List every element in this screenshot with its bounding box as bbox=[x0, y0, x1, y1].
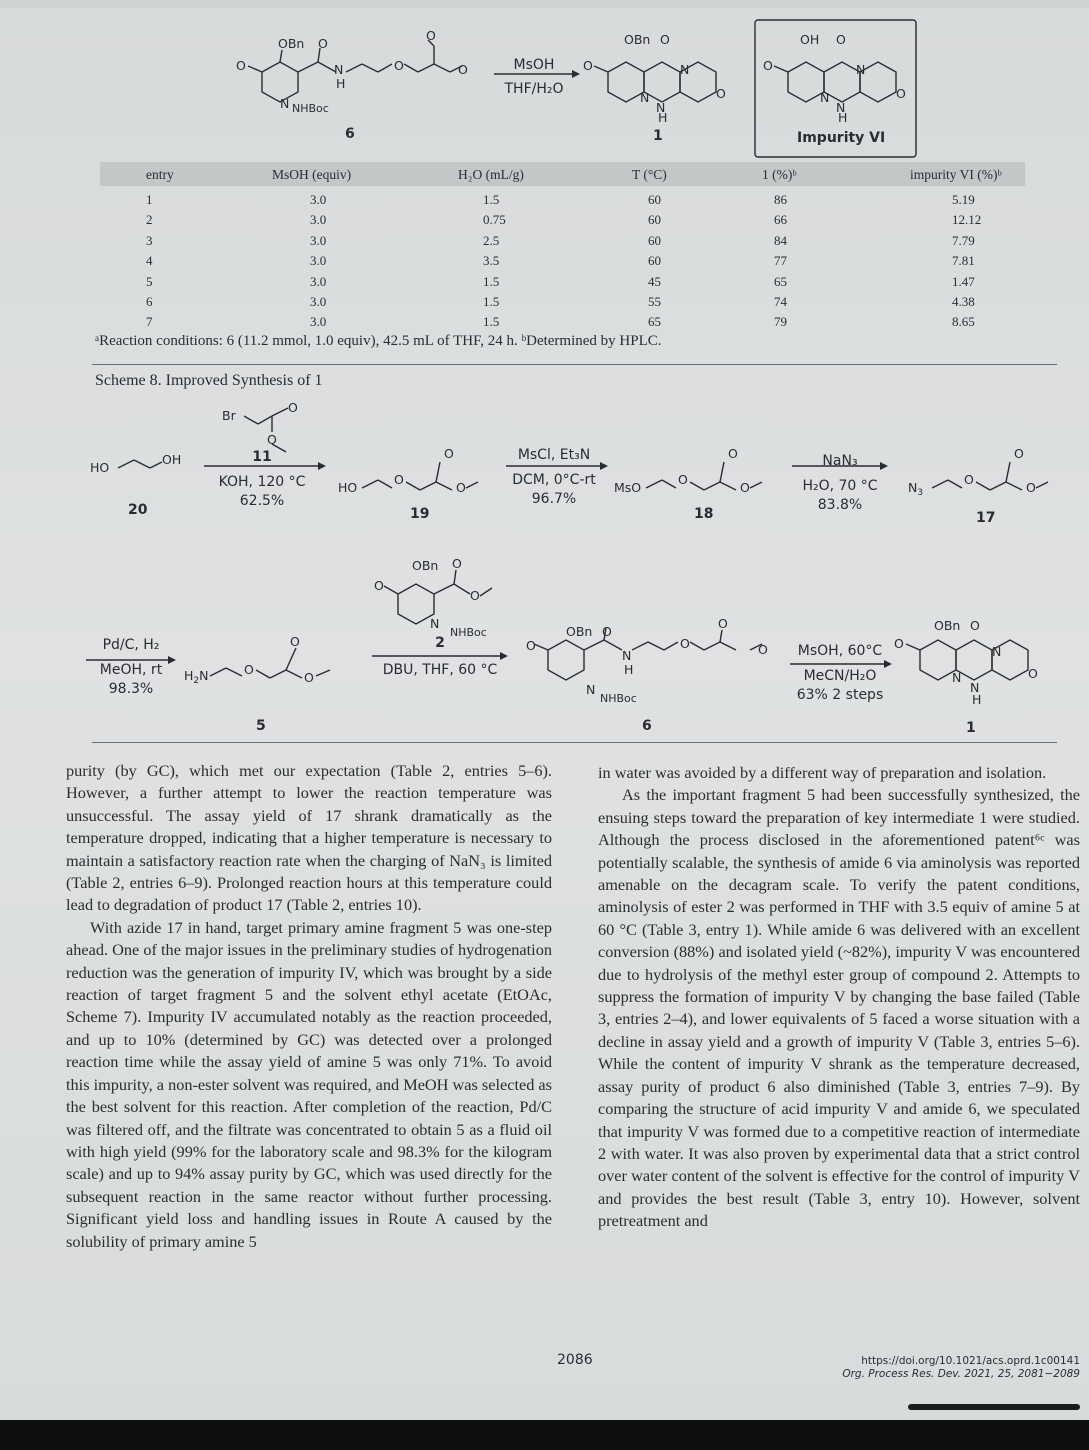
step4-cond-a: Pd/C, H₂ bbox=[102, 637, 160, 653]
table-cell: 3.0 bbox=[310, 192, 327, 207]
svg-text:O: O bbox=[288, 400, 298, 415]
label-compound-19: 19 bbox=[410, 506, 430, 522]
table-cell: 65 bbox=[648, 314, 661, 330]
svg-text:O: O bbox=[236, 58, 246, 73]
svg-text:O: O bbox=[444, 446, 454, 461]
table-cell: 6 bbox=[146, 294, 153, 309]
svg-text:H: H bbox=[838, 110, 848, 125]
label-compound-1-top: 1 bbox=[653, 128, 663, 144]
svg-text:O: O bbox=[728, 446, 738, 461]
table-cell: 1.5 bbox=[483, 192, 500, 207]
svg-text:O: O bbox=[394, 472, 404, 487]
step3-cond-b: H₂O, 70 °C bbox=[802, 478, 878, 494]
step1-cond: KOH, 120 °C bbox=[218, 474, 306, 490]
doi-link[interactable]: https://doi.org/10.1021/acs.oprd.1c00141 bbox=[861, 1355, 1080, 1367]
svg-text:O: O bbox=[896, 86, 906, 101]
svg-text:N: N bbox=[656, 100, 666, 115]
table-cell: 3.0 bbox=[310, 273, 327, 289]
step6-conditions bbox=[788, 642, 892, 705]
svg-text:H: H bbox=[658, 110, 668, 125]
svg-text:N: N bbox=[622, 648, 632, 663]
svg-text:O: O bbox=[304, 670, 314, 685]
svg-text:NHBoc: NHBoc bbox=[600, 692, 637, 705]
table-cell: 1.5 bbox=[483, 314, 500, 330]
step4-conditions bbox=[86, 636, 176, 699]
svg-text:OH: OH bbox=[800, 32, 820, 47]
label-compound-20: 20 bbox=[128, 502, 148, 518]
doi-footer bbox=[830, 1355, 1080, 1381]
label-compound-5: 5 bbox=[256, 718, 266, 734]
body-left-column bbox=[66, 760, 552, 1253]
table-cell: 7.81 bbox=[952, 253, 975, 269]
svg-text:N: N bbox=[836, 100, 846, 115]
svg-text:NHBoc: NHBoc bbox=[292, 102, 329, 115]
svg-text:O: O bbox=[426, 28, 436, 43]
table-cell: 86 bbox=[774, 192, 787, 207]
svg-text:O: O bbox=[458, 62, 468, 77]
table-cell: 60 bbox=[648, 212, 661, 228]
svg-text:O: O bbox=[318, 36, 328, 51]
svg-text:H: H bbox=[624, 662, 634, 677]
step5-conditions bbox=[372, 634, 508, 680]
table-cell: 4.38 bbox=[952, 294, 975, 309]
svg-text:O: O bbox=[1026, 480, 1036, 495]
right-paragraph-2: As the important fragment 5 had been successfully synthesized, the ensuing steps toward the preparation of key intermediate 1 were studied. Although the process disclosed in the aforementioned patent⁶ᶜ was potentially scalable, the synthesis of amide 6 via aminolysis was reported amenable on the decagram scale. To verify the patent conditions, aminolysis of ester 2 was performed in THF with 3.5 equiv of amine 5 at 60 °C (Table 3, entry 1). While amide 6 was delivered with an excellent conversion (88%) and isolated yield (~82%), impurity V was encountered due to hydrolysis of the methyl ester group of compound 2. Attempts to suppress the formation of impurity V by changing the base failed (Table 3, entries 2–4), and lower equivalents of 5 faced a worse situation with a decline in assay yield and a growth of impurity V (Table 3, entries 5–6). While the content of impurity V shrank as the temperature decreased, assay purity of product 6 also diminished (Table 3, entries 7–9). By comparing the structure of acid impurity V and amide 6, we speculated that impurity V was formed due to a competitive reaction of intermediate 2 with water. It was also proven by experimental data that a strict control over water content of the solvent is effective for the control of impurity V and provides the best result (Table 3, entry 10). However, solvent pretreatment and bbox=[598, 785, 1080, 1231]
svg-text:O: O bbox=[374, 578, 384, 593]
table-cell: 60 bbox=[648, 253, 661, 269]
svg-text:O: O bbox=[456, 480, 466, 495]
table-cell: 65 bbox=[774, 273, 787, 289]
step1-conditions bbox=[206, 448, 318, 511]
svg-text:O: O bbox=[970, 618, 980, 633]
left-paragraph-2: With azide 17 in hand, target primary amine fragment 5 was one-step ahead. One of the major issues in the preliminary studies of hydrogenation reduction was the generation of impurity IV, which was brought by a side reaction of target fragment 5 and the solvent ethyl acetate (EtOAc, Scheme 7). Impurity IV accumulated notably as the reaction proceeded, and up to 10% (determined by GC) was detected over a prolonged reaction time while the assay yield of amine 5 was only 71%. To avoid this impurity, a non-ester solvent was required, and MeOH was selected as the best solvent for this reaction. After completion of the reaction, Pd/C was filtered off, and the filtrate was concentrated to obtain 5 as a fluid oil with high yield (99% for the laboratory scale and 98.3% for the kilogram scale) and up to 94% assay purity by GC, which was used directly for the subsequent reaction in the same reactor without further processing. Significant yield loss and handling issues in Route A caused by the solubility of primary amine 5 bbox=[66, 917, 552, 1251]
svg-text:N: N bbox=[640, 90, 650, 105]
table-cell: 2 bbox=[146, 212, 153, 228]
step4-cond-b: MeOH, rt bbox=[99, 662, 163, 678]
table-cell: 5 bbox=[146, 273, 153, 289]
table-cell: 60 bbox=[648, 192, 661, 207]
table-footnote: ᵃReaction conditions: 6 (11.2 mmol, 1.0 equiv), 42.5 mL of THF, 24 h. ᵇDetermined by HPLC. bbox=[95, 333, 662, 349]
table-cell: 1.5 bbox=[483, 294, 500, 309]
svg-text:N: N bbox=[680, 62, 690, 77]
svg-text:O: O bbox=[763, 58, 773, 73]
svg-text:OBn: OBn bbox=[624, 32, 651, 47]
col-msoh: MsOH (equiv) bbox=[272, 167, 352, 182]
svg-text:O: O bbox=[678, 472, 688, 487]
table-cell: 3.0 bbox=[310, 253, 327, 269]
step2-cond-a: MsCl, Et₃N bbox=[517, 447, 591, 463]
svg-text:N: N bbox=[856, 62, 866, 77]
label-compound-17: 17 bbox=[976, 510, 996, 526]
svg-text:N: N bbox=[952, 670, 962, 685]
table-cell: 79 bbox=[774, 314, 787, 330]
step6-yield: 63% 2 steps bbox=[796, 687, 884, 703]
table-cell: 2.5 bbox=[483, 232, 500, 248]
svg-text:O: O bbox=[267, 432, 277, 447]
table-cell: 3 bbox=[146, 232, 153, 248]
step6-cond-b: MeCN/H₂O bbox=[803, 668, 877, 684]
svg-text:N: N bbox=[280, 96, 290, 111]
svg-text:O: O bbox=[1014, 446, 1024, 461]
table-cell: 1 bbox=[146, 192, 153, 207]
svg-text:O: O bbox=[718, 616, 728, 631]
table-cell: 1.5 bbox=[483, 273, 500, 289]
journal-citation: Org. Process Res. Dev. 2021, 25, 2081−2089 bbox=[842, 1368, 1080, 1380]
label-compound-1: 1 bbox=[966, 720, 976, 736]
step2-cond-b: DCM, 0°C-rt bbox=[512, 472, 596, 488]
col-temp: T (°C) bbox=[632, 167, 667, 182]
svg-text:O: O bbox=[1028, 666, 1038, 681]
table-cell: 74 bbox=[774, 294, 787, 309]
table-cell: 1.47 bbox=[952, 273, 975, 289]
step1-yield: 62.5% bbox=[239, 493, 285, 509]
svg-text:O: O bbox=[583, 58, 593, 73]
svg-text:N: N bbox=[586, 682, 596, 697]
table-cell: 3.0 bbox=[310, 212, 327, 228]
svg-text:N: N bbox=[970, 680, 980, 695]
svg-text:O: O bbox=[290, 634, 300, 649]
table-cell: 8.65 bbox=[952, 314, 975, 330]
reagent-11-label: 11 bbox=[252, 449, 272, 465]
step2-conditions bbox=[500, 446, 608, 509]
svg-text:MsO: MsO bbox=[614, 480, 642, 495]
col-impurity: impurity VI (%)ᵇ bbox=[910, 167, 1002, 182]
svg-text:O: O bbox=[452, 556, 462, 571]
svg-text:N: N bbox=[820, 90, 830, 105]
table-cell: 66 bbox=[774, 212, 787, 228]
reader-bar bbox=[908, 1404, 1080, 1410]
svg-text:O: O bbox=[680, 636, 690, 651]
step5-cond: DBU, THF, 60 °C bbox=[382, 662, 498, 678]
svg-text:O: O bbox=[740, 480, 750, 495]
table-cell: 3.0 bbox=[310, 294, 327, 309]
svg-text:N: N bbox=[430, 616, 440, 631]
table-cell: 84 bbox=[774, 232, 787, 248]
label-compound-18: 18 bbox=[694, 506, 714, 522]
svg-text:O: O bbox=[244, 662, 254, 677]
step2-yield: 96.7% bbox=[531, 491, 577, 507]
svg-text:N3: $N_3$ bbox=[908, 480, 924, 498]
svg-text:OBn: OBn bbox=[278, 36, 305, 51]
table-cell: 0.75 bbox=[483, 212, 506, 228]
step3-conditions bbox=[792, 452, 888, 515]
reagent-solvent: THF/H₂O bbox=[504, 81, 564, 97]
svg-text:O: O bbox=[758, 642, 768, 657]
screen-edge bbox=[0, 1420, 1089, 1450]
svg-text:OBn: OBn bbox=[566, 624, 593, 639]
table-cell: 3.5 bbox=[483, 253, 500, 269]
step3-yield: 83.8% bbox=[817, 497, 863, 513]
step3-cond-a: NaN₃ bbox=[822, 453, 858, 469]
scheme-title: Scheme 8. Improved Synthesis of 1 bbox=[95, 372, 323, 389]
table-cell: 60 bbox=[648, 232, 661, 248]
body-right-column bbox=[598, 762, 1080, 1233]
svg-text:H: H bbox=[972, 692, 982, 707]
col-water: H₂O (mL/g) bbox=[458, 167, 524, 182]
svg-text:HO: HO bbox=[338, 480, 358, 495]
svg-text:O: O bbox=[602, 624, 612, 639]
svg-text:OH: OH bbox=[162, 452, 182, 467]
col-entry: entry bbox=[146, 167, 174, 182]
svg-text:O: O bbox=[470, 588, 480, 603]
page-number: 2086 bbox=[557, 1352, 593, 1368]
label-impurity-vi: Impurity VI bbox=[797, 130, 886, 146]
scheme-divider bbox=[92, 742, 1057, 743]
col-yield: 1 (%)ᵇ bbox=[762, 167, 797, 182]
table-cell: 7.79 bbox=[952, 232, 975, 248]
table-cell: 3.0 bbox=[310, 232, 327, 248]
svg-text:O: O bbox=[964, 472, 974, 487]
svg-text:NHBoc: NHBoc bbox=[450, 626, 487, 639]
svg-text:O: O bbox=[660, 32, 670, 47]
table-cell: 55 bbox=[648, 294, 661, 309]
svg-text:O: O bbox=[894, 636, 904, 651]
svg-text:H2N: $H_2N$ bbox=[184, 668, 209, 686]
step4-yield: 98.3% bbox=[108, 681, 154, 697]
svg-text:N: N bbox=[992, 644, 1002, 659]
left-paragraph-1: purity (by GC), which met our expectation (Table 2, entries 5–6). However, a further attempt to lower the reaction temperature was unsuccessful. The assay yield of 17 shrank dramatically as the temperature dropped, indicating that a higher temperature is necessary to maintain a satisfactory reaction rate when the charging of NaN₃ is limited (Table 2, entries 6–9). Prolonged reaction hours at this temperature could lead to degradation of product 17 (Table 2, entries 10). bbox=[66, 761, 552, 915]
table-cell: 77 bbox=[774, 253, 787, 269]
label-compound-6: 6 bbox=[642, 718, 652, 734]
reagent-2-label: 2 bbox=[435, 635, 445, 651]
svg-text:H: H bbox=[336, 76, 346, 91]
table-cell: 5.19 bbox=[952, 192, 975, 207]
svg-text:N: N bbox=[334, 62, 344, 77]
svg-text:O: O bbox=[836, 32, 846, 47]
svg-text:O: O bbox=[526, 638, 536, 653]
svg-text:OBn: OBn bbox=[934, 618, 961, 633]
svg-text:OBn: OBn bbox=[412, 558, 439, 573]
svg-text:HO: HO bbox=[90, 460, 110, 475]
table-cell: 4 bbox=[146, 253, 153, 269]
svg-text:Br: Br bbox=[222, 408, 236, 423]
svg-text:O: O bbox=[716, 86, 726, 101]
right-paragraph-1: in water was avoided by a different way of preparation and isolation. bbox=[598, 763, 1047, 782]
table-cell: 3.0 bbox=[310, 314, 327, 330]
label-compound-6-top: 6 bbox=[345, 126, 355, 142]
table-cell: 12.12 bbox=[952, 212, 982, 228]
reagent-msoh: MsOH bbox=[513, 57, 555, 73]
table-cell: 7 bbox=[146, 314, 153, 330]
table-cell: 45 bbox=[648, 273, 661, 289]
step6-cond-a: MsOH, 60°C bbox=[797, 643, 883, 659]
svg-text:O: O bbox=[394, 58, 404, 73]
